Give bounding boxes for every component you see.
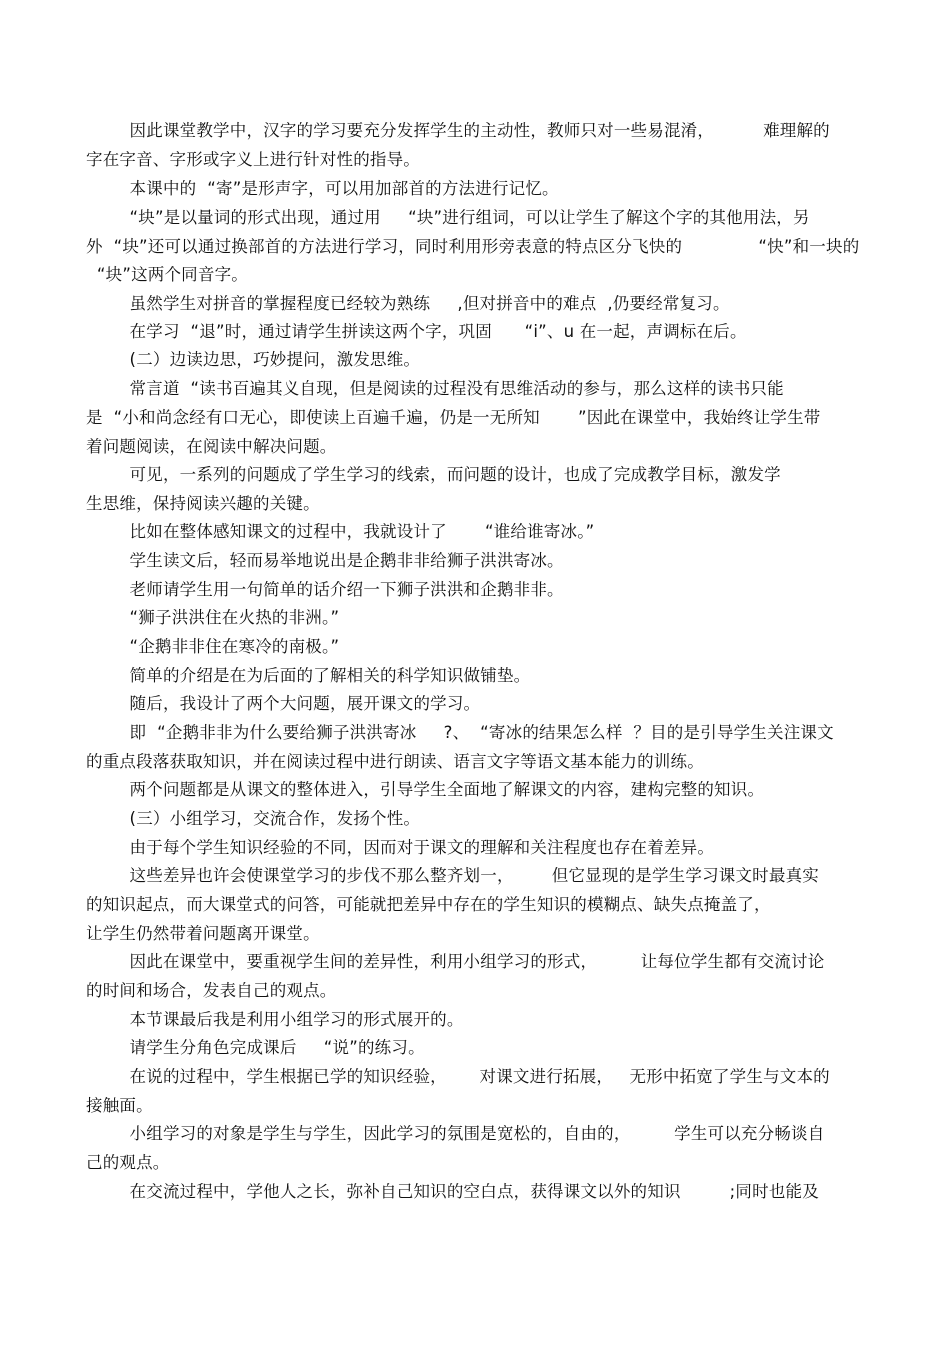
text-line: 可见，一系列的问题成了学生学习的线索，而问题的设计，也成了完成教学目标，激发学: [86, 465, 781, 484]
text-line: 即 “企鹅非非为什么要给狮子洪洪寄冰 ?、 “寄冰的结果怎么样 ？目的是引导学生关注课文: [86, 723, 834, 742]
text-line: 让学生仍然带着问题离开课堂。: [86, 924, 320, 943]
text-line: 在说的过程中，学生根据已学的知识经验， 对课文进行拓展， 无形中拓宽了学生与文本的: [86, 1067, 830, 1086]
text-line: 的知识起点，而大课堂式的问答，可能就把差异中存在的学生知识的模糊点、缺失点掩盖了，: [86, 895, 771, 914]
text-line: 己的观点。: [86, 1153, 170, 1172]
text-line: 在交流过程中，学他人之长，弥补自己知识的空白点，获得课文以外的知识 ;同时也能及: [86, 1182, 819, 1201]
text-line: 的时间和场合，发表自己的观点。: [86, 981, 337, 1000]
text-line: 因此在课堂中，要重视学生间的差异性，利用小组学习的形式， 让每位学生都有交流讨论: [86, 952, 825, 971]
text-line: 着问题阅读，在阅读中解决问题。: [86, 437, 337, 456]
text-line: 本节课最后我是利用小组学习的形式展开的。: [86, 1010, 464, 1029]
text-line: 本课中的 “寄”是形声字，可以用加部首的方法进行记忆。: [86, 179, 559, 198]
text-line: “企鹅非非住在寒冷的南极。”: [86, 637, 340, 656]
text-line: “块”是以量词的形式出现，通过用 “块”进行组词，可以让学生了解这个字的其他用法，另: [86, 208, 810, 227]
text-line: 因此课堂教学中，汉字的学习要充分发挥学生的主动性，教师只对一些易混淆， 难理解的: [86, 121, 830, 140]
text-line: 生思维，保持阅读兴趣的关键。: [86, 494, 320, 513]
text-line: 小组学习的对象是学生与学生，因此学习的氛围是宽松的，自由的， 学生可以充分畅谈自: [86, 1124, 825, 1143]
text-line: 老师请学生用一句简单的话介绍一下狮子洪洪和企鹅非非。: [86, 580, 564, 599]
text-line: 在学习 “退”时，通过请学生拼读这两个字，巩固 “i”、u 在一起，声调标在后。: [86, 322, 747, 341]
text-line: 比如在整体感知课文的过程中，我就设计了 “谁给谁寄冰。”: [86, 522, 595, 541]
text-line: 随后，我设计了两个大问题，展开课文的学习。: [86, 694, 481, 713]
text-line: (二）边读边思，巧妙提问，激发思维。: [86, 350, 421, 369]
text-line: 的重点段落获取知识，并在阅读过程中进行朗读、语言文字等语文基本能力的训练。: [86, 752, 704, 771]
text-line: 常言道 “读书百遍其义自现，但是阅读的过程没有思维活动的参与，那么这样的读书只能: [86, 379, 784, 398]
text-line: 虽然学生对拼音的掌握程度已经较为熟练 ,但对拼音中的难点 ,仍要经常复习。: [86, 294, 730, 313]
text-line: 简单的介绍是在为后面的了解相关的科学知识做铺垫。: [86, 666, 531, 685]
text-line: 由于每个学生知识经验的不同，因而对于课文的理解和关注程度也存在着差异。: [86, 838, 715, 857]
text-line: 两个问题都是从课文的整体进入，引导学生全面地了解课文的内容，建构完整的知识。: [86, 780, 765, 799]
text-line: 这些差异也许会使课堂学习的步伐不那么整齐划一， 但它显现的是学生学习课文时最真实: [86, 866, 819, 885]
text-line: 字在字音、字形或字义上进行针对性的指导。: [86, 150, 420, 169]
text-line: (三）小组学习，交流合作，发扬个性。: [86, 809, 421, 828]
text-line: 外 “块”还可以通过换部首的方法进行学习，同时利用形旁表意的特点区分飞快的 “快”和一块的: [86, 237, 860, 256]
text-line: “狮子洪洪住在火热的非洲。”: [86, 608, 340, 627]
text-line: “块”这两个同音字。: [86, 265, 248, 284]
text-line: 是 “小和尚念经有口无心，即使读上百遍千遍，仍是一无所知 ”因此在课堂中，我始终让学生带: [86, 408, 821, 427]
text-line: 学生读文后，轻而易举地说出是企鹅非非给狮子洪洪寄冰。: [86, 551, 564, 570]
text-line: 请学生分角色完成课后 “说”的练习。: [86, 1038, 425, 1057]
text-line: 接触面。: [86, 1096, 153, 1115]
